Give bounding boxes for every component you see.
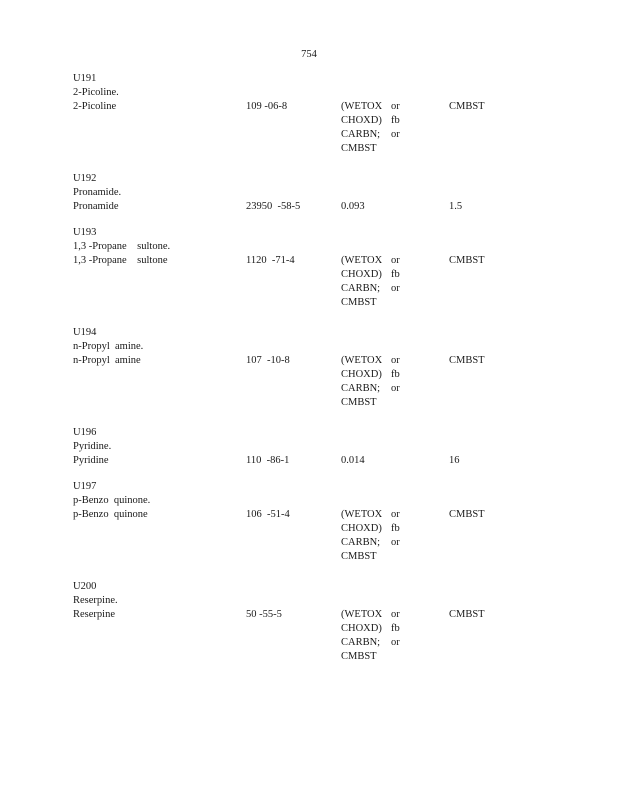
waste-code: U197 <box>73 481 97 492</box>
waste-description: Pyridine. <box>73 441 112 452</box>
treatment-term: CMBST <box>341 551 377 562</box>
treatment-connector: fb <box>391 523 400 534</box>
page-number: 754 <box>301 49 317 60</box>
treatment-connector: or <box>391 129 400 140</box>
treatment-term: CMBST <box>341 651 377 662</box>
waste-entry <box>73 580 533 664</box>
treatment-term: CARBN; <box>341 637 381 648</box>
constituent-row <box>73 454 533 468</box>
constituent-row <box>73 508 533 564</box>
constituent-name: Pronamide <box>73 201 119 212</box>
treatment-term: (WETOX <box>341 101 383 112</box>
constituent-name: 2-Picoline <box>73 101 117 112</box>
treatment-connector: or <box>391 383 400 394</box>
waste-entry <box>73 72 533 156</box>
treatment-term: (WETOX <box>341 509 383 520</box>
treatment-term: CHOXD) <box>341 115 382 126</box>
cas-number: 109 -06-8 <box>246 101 288 112</box>
cas-number: 106 -51-4 <box>246 509 290 520</box>
treatment-connector: or <box>391 637 400 648</box>
waste-description: 1,3 -Propane sultone. <box>73 241 171 252</box>
treatment-connector: or <box>391 609 400 620</box>
waste-code: U200 <box>73 581 97 592</box>
treatment-term: CARBN; <box>341 383 381 394</box>
nonwastewater-standard: 1.5 <box>449 201 463 212</box>
cas-number: 23950 -58-5 <box>246 201 301 212</box>
waste-entry <box>73 326 533 410</box>
treatment-standard <box>341 608 449 664</box>
treatment-term: (WETOX <box>341 609 383 620</box>
treatment-standard <box>341 508 449 564</box>
waste-description: n-Propyl amine. <box>73 341 144 352</box>
waste-entry <box>73 226 533 310</box>
treatment-connector: or <box>391 537 400 548</box>
constituent-row <box>73 200 533 214</box>
cas-number: 1120 -71-4 <box>246 255 295 266</box>
constituent-name: Pyridine <box>73 455 109 466</box>
treatment-standard <box>341 454 449 468</box>
constituent-name: Reserpine <box>73 609 115 620</box>
waste-entry <box>73 480 533 564</box>
constituent-name: n-Propyl amine <box>73 355 141 366</box>
treatment-term: (WETOX <box>341 355 383 366</box>
waste-description: p-Benzo quinone. <box>73 495 151 506</box>
treatment-connector: fb <box>391 269 400 280</box>
nonwastewater-standard: CMBST <box>449 509 485 520</box>
treatment-term: CHOXD) <box>341 623 382 634</box>
waste-code: U194 <box>73 327 97 338</box>
cas-number: 107 -10-8 <box>246 355 290 366</box>
waste-entry <box>73 426 533 468</box>
treatment-connector: or <box>391 355 400 366</box>
treatment-connector: or <box>391 283 400 294</box>
waste-code-list <box>73 72 533 664</box>
treatment-term: 0.093 <box>341 201 365 212</box>
treatment-connector: or <box>391 255 400 266</box>
constituent-row <box>73 608 533 664</box>
constituent-name: 1,3 -Propane sultone <box>73 255 168 266</box>
waste-description: Pronamide. <box>73 187 122 198</box>
waste-description: 2-Picoline. <box>73 87 119 98</box>
treatment-standard <box>341 200 449 214</box>
treatment-connector: or <box>391 509 400 520</box>
treatment-connector: fb <box>391 623 400 634</box>
treatment-term: CARBN; <box>341 537 381 548</box>
treatment-term: CHOXD) <box>341 369 382 380</box>
constituent-name: p-Benzo quinone <box>73 509 148 520</box>
nonwastewater-standard: CMBST <box>449 609 485 620</box>
treatment-connector: or <box>391 101 400 112</box>
nonwastewater-standard: CMBST <box>449 355 485 366</box>
treatment-standard <box>341 354 449 410</box>
waste-description: Reserpine. <box>73 595 118 606</box>
cas-number: 50 -55-5 <box>246 609 282 620</box>
treatment-standard <box>341 254 449 310</box>
waste-code: U196 <box>73 427 97 438</box>
treatment-connector: fb <box>391 115 400 126</box>
treatment-term: 0.014 <box>341 455 365 466</box>
treatment-term: CARBN; <box>341 283 381 294</box>
nonwastewater-standard: CMBST <box>449 255 485 266</box>
treatment-term: CMBST <box>341 143 377 154</box>
treatment-term: CMBST <box>341 297 377 308</box>
waste-entry <box>73 172 533 214</box>
nonwastewater-standard: 16 <box>449 455 460 466</box>
treatment-term: CHOXD) <box>341 269 382 280</box>
constituent-row <box>73 100 533 156</box>
treatment-standard <box>341 100 449 156</box>
nonwastewater-standard: CMBST <box>449 101 485 112</box>
waste-code: U192 <box>73 173 97 184</box>
treatment-term: (WETOX <box>341 255 383 266</box>
treatment-term: CHOXD) <box>341 523 382 534</box>
treatment-term: CARBN; <box>341 129 381 140</box>
constituent-row <box>73 254 533 310</box>
waste-code: U191 <box>73 73 97 84</box>
treatment-connector: fb <box>391 369 400 380</box>
treatment-term: CMBST <box>341 397 377 408</box>
constituent-row <box>73 354 533 410</box>
cas-number: 110 -86-1 <box>246 455 290 466</box>
waste-code: U193 <box>73 227 97 238</box>
